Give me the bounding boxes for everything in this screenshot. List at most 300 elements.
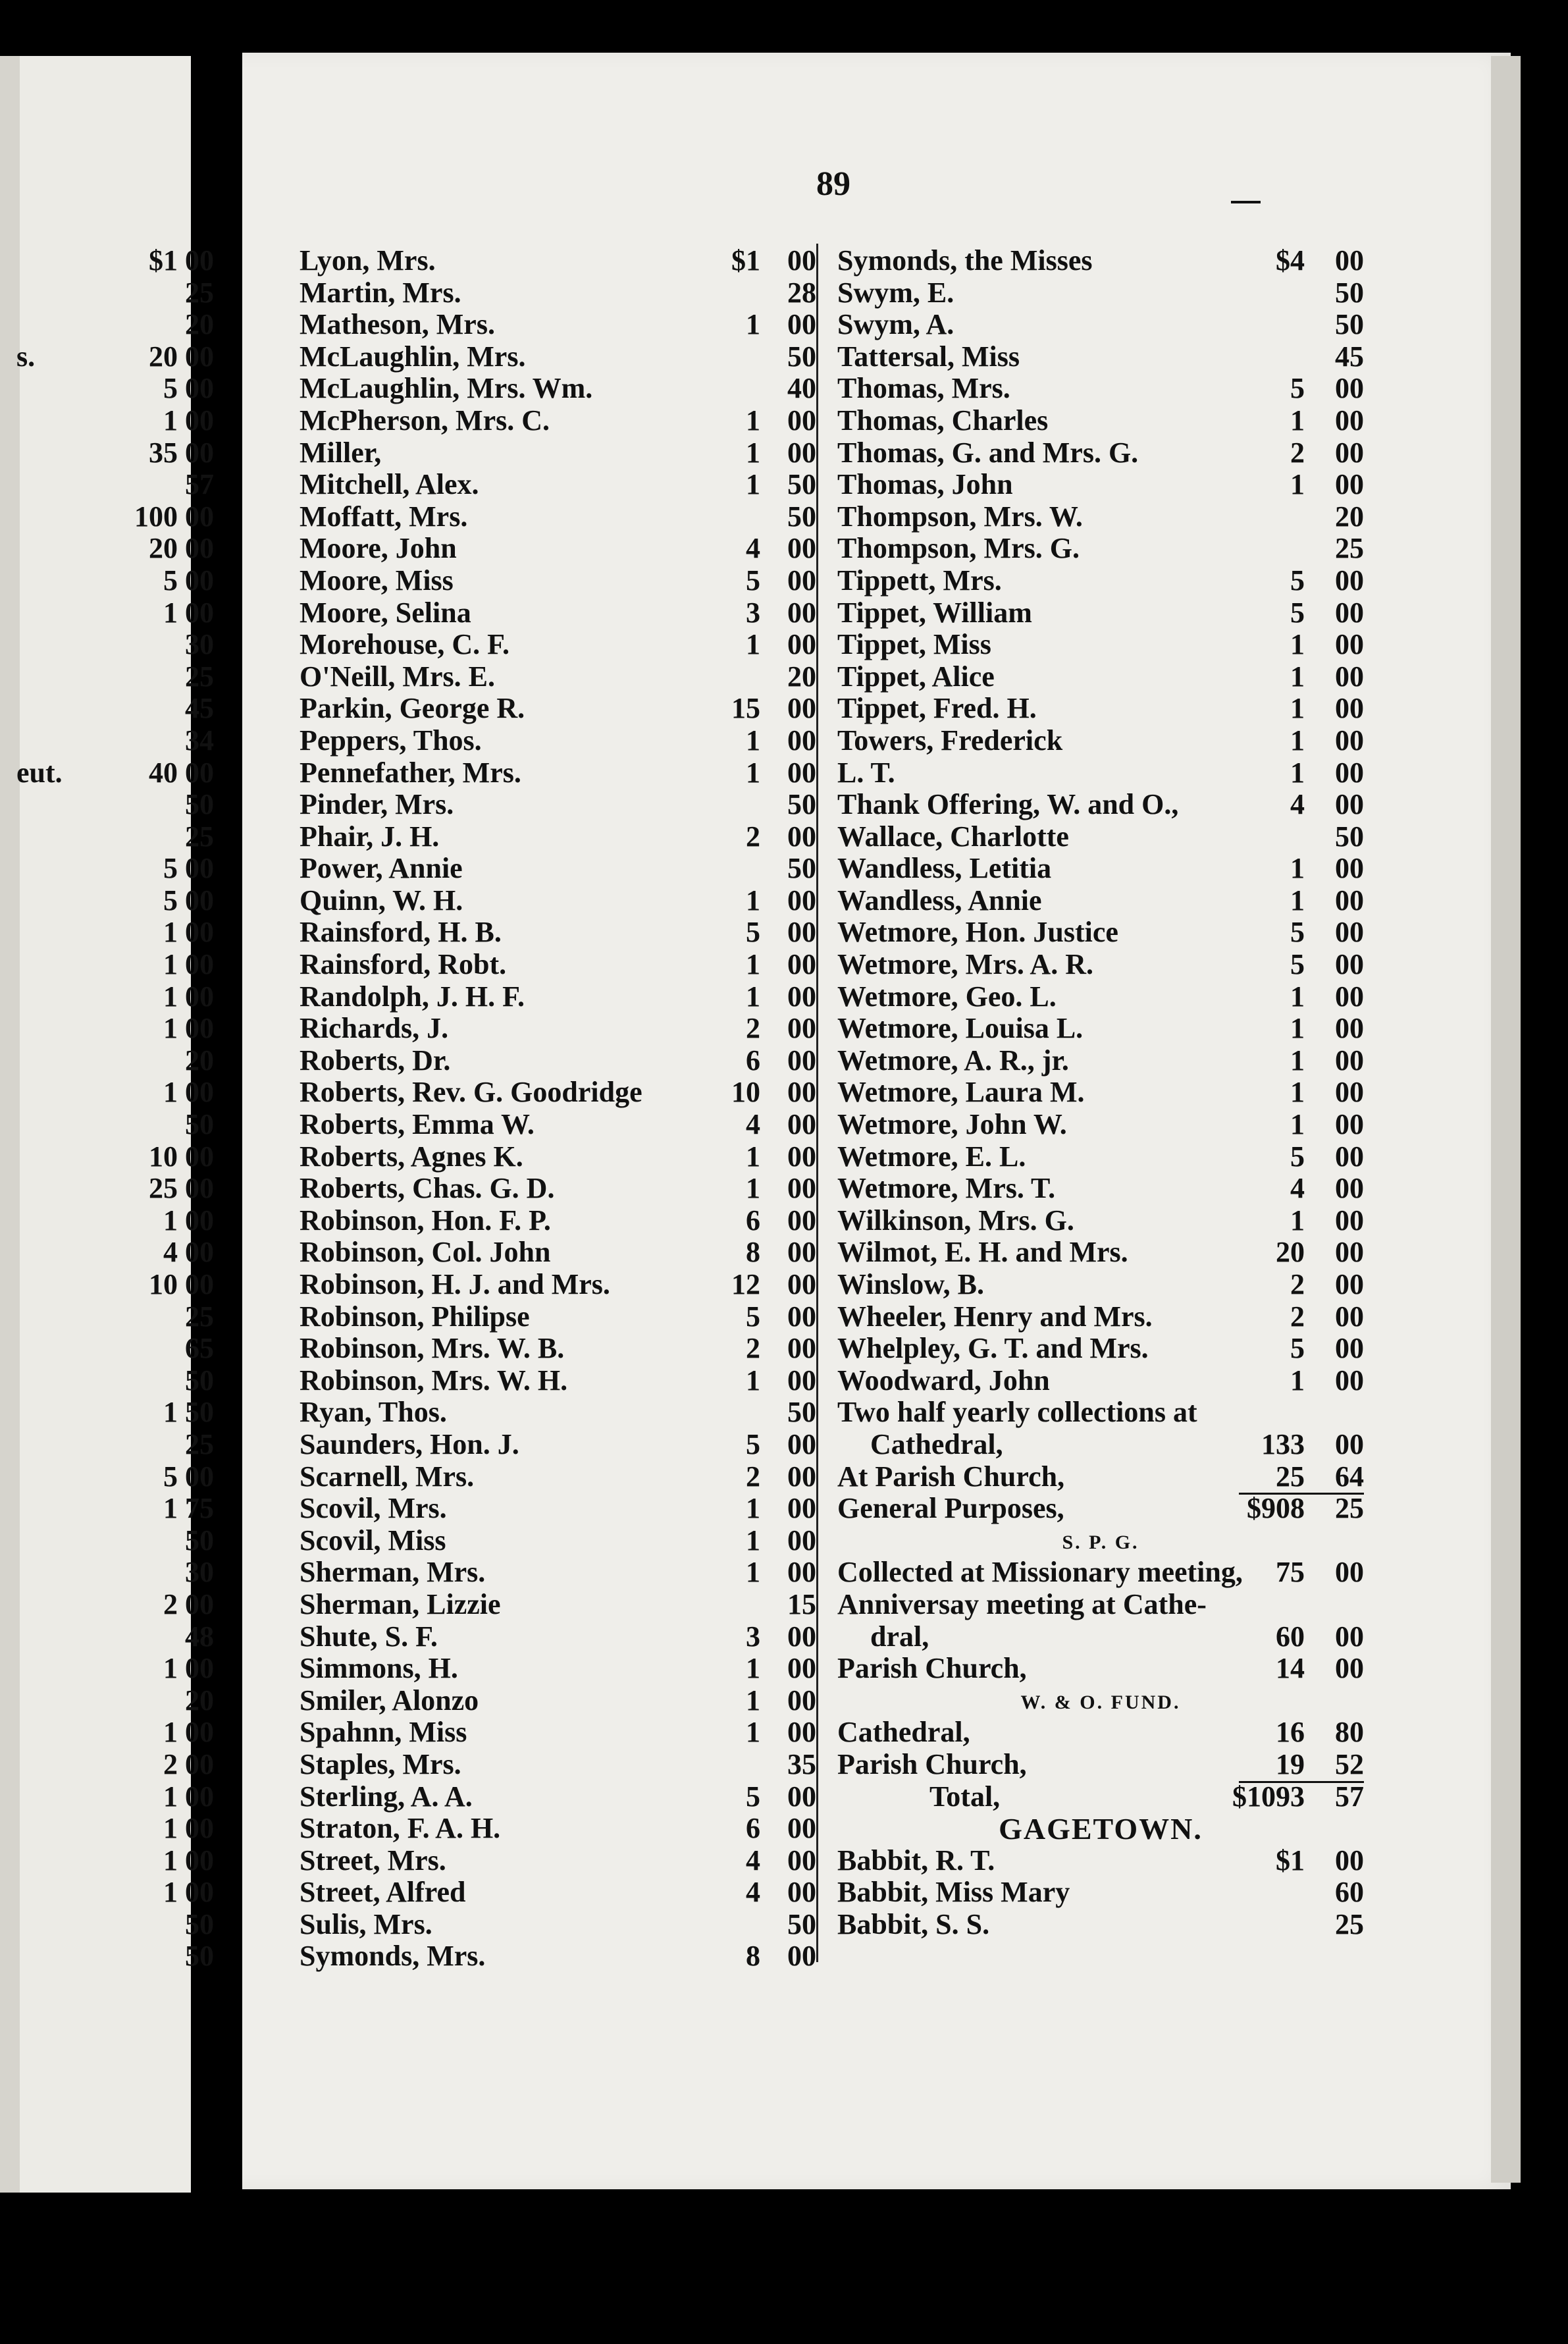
fragment-row [16,1395,214,1427]
entry-cents: 00 [787,436,816,469]
fragment-row [16,884,214,916]
entry-row [300,1491,816,1524]
entry-row [300,947,816,980]
entry-dollars: 1 [746,1716,760,1749]
entry-dollars: 5 [1290,1140,1305,1173]
entry-cents: 00 [787,1652,816,1685]
entry-row [837,1684,1364,1716]
fragment-amount: 10 00 [149,1268,214,1300]
entry-row [837,436,1364,468]
entry-name: Two half yearly collections at [837,1396,1197,1429]
fragment-row [16,756,214,788]
entry-cents: 00 [1335,1108,1364,1141]
entry-dollars: 1 [1290,628,1305,661]
entry-row [837,627,1364,660]
entry-row [300,1204,816,1236]
entry-cents: 00 [787,1204,816,1237]
entry-dollars: 1 [746,1172,760,1205]
entry-row [300,1364,816,1396]
fragment-amount: 57 [185,468,214,501]
entry-row [837,1140,1364,1172]
entry-name: Richards, J. [300,1012,449,1045]
entry-row [837,1780,1364,1812]
entry-row [837,371,1364,404]
entry-dollars: 1 [746,1556,760,1589]
entry-row [837,596,1364,628]
entry-name: Peppers, Thos. [300,724,482,757]
entry-cents: 40 [787,372,816,405]
entry-cents: 00 [787,1780,816,1813]
entry-row [300,1811,816,1844]
entry-dollars: 133 [1261,1427,1305,1460]
entry-row [837,564,1364,596]
entry-row [300,627,816,660]
entry-row [300,1684,816,1716]
entry-name: Robinson, Philipse [300,1300,530,1333]
fragment-row [16,596,214,628]
entry-dollars: 1 [746,948,760,981]
entry-name: Roberts, Rev. G. Goodridge [300,1076,642,1109]
entry-cents: 00 [1335,1620,1364,1653]
entry-row [300,724,816,756]
entry-row [300,980,816,1012]
entry-cents: 50 [787,1907,816,1940]
fragment-amount: 20 00 [149,340,214,373]
entry-cents: 50 [1335,276,1364,309]
entry-dollars: 2 [1290,436,1305,469]
entry-row [837,244,1364,276]
entry-row [837,1651,1364,1684]
entry-dollars: 3 [746,596,760,629]
entry-row [300,436,816,468]
fragment-amount: 35 00 [149,436,214,469]
entry-name: Saunders, Hon. J. [300,1427,519,1460]
fragment-row [16,244,214,276]
entry-cents: 00 [787,1460,816,1493]
fragment-amount: 1 00 [163,1812,214,1845]
fragment-row [16,980,214,1012]
entry-name: Babbit, S. S. [837,1907,990,1940]
entry-dollars: 1 [1290,1204,1305,1237]
fragment-row [16,724,214,756]
entry-name: Thomas, Charles [837,404,1049,437]
entry-name: Quinn, W. H. [300,884,463,917]
entry-row [300,1427,816,1460]
entry-dollars: 4 [746,1108,760,1141]
entry-dollars: 1 [746,980,760,1013]
entry-cents: 57 [1335,1780,1364,1813]
entry-cents: 00 [1335,468,1364,501]
entry-dollars: 5 [1290,596,1305,629]
fragment-row [16,436,214,468]
fragment-label: eut. [16,756,63,789]
entry-row [300,340,816,372]
entry-row [837,404,1364,436]
subsection-heading: S. P. G. [1062,1531,1139,1553]
entry-dollars: 6 [746,1812,760,1845]
entry-row [300,1011,816,1044]
entry-cents: 00 [1335,980,1364,1013]
entry-cents: 00 [787,1364,816,1397]
entry-dollars: 5 [746,1300,760,1333]
entry-name: Tippet, Alice [837,660,995,693]
fragment-amount: 5 00 [163,372,214,405]
entry-dollars: 1 [746,1364,760,1397]
fragment-amount: 25 [185,660,214,693]
fragment-row [16,691,214,724]
entry-row [300,531,816,564]
entry-cents: 00 [1335,244,1364,277]
entry-row [837,1235,1364,1267]
fragment-amount: 50 [185,1524,214,1557]
entry-row [300,371,816,404]
entry-name: Roberts, Agnes K. [300,1140,523,1173]
entry-cents: 20 [1335,500,1364,533]
entry-name: McLaughlin, Mrs. Wm. [300,372,593,405]
entry-row [300,1460,816,1492]
fragment-amount: 65 [185,1332,214,1365]
entry-dollars: 5 [746,1427,760,1460]
entry-name: Wetmore, Mrs. T. [837,1172,1056,1205]
entry-cents: 00 [787,1684,816,1717]
entry-row [837,276,1364,308]
entry-name: Tippet, Miss [837,628,991,661]
entry-name: Thank Offering, W. and O., [837,788,1179,821]
fragment-row [16,627,214,660]
entry-name: McLaughlin, Mrs. [300,340,526,373]
entry-dollars: 5 [1290,1332,1305,1365]
fragment-row [16,947,214,980]
entry-row [837,724,1364,756]
entry-name: Martin, Mrs. [300,276,461,309]
entry-cents: 00 [1335,1844,1364,1877]
entry-name: Moffatt, Mrs. [300,500,468,533]
entry-row [300,1044,816,1076]
entry-dollars: 8 [746,1940,760,1973]
entry-name: Robinson, Col. John [300,1236,551,1269]
entry-row [837,1267,1364,1300]
entry-cents: 00 [787,1236,816,1269]
entry-dollars: 2 [1290,1268,1305,1300]
entry-name: Symonds, Mrs. [300,1940,486,1973]
fragment-row [16,1491,214,1524]
entry-row [837,660,1364,692]
entry-cents: 00 [1335,628,1364,661]
fragment-amount: 5 00 [163,564,214,597]
entry-row [300,467,816,500]
entry-dollars: 1 [1290,980,1305,1013]
entry-cents: 00 [1335,1364,1364,1397]
fragment-amount: 20 [185,308,214,341]
entry-cents: 00 [787,1812,816,1845]
entry-dollars: 1 [1290,1012,1305,1045]
entry-cents: 00 [1335,1012,1364,1045]
entry-name: Cathedral, [870,1427,1003,1460]
entry-name: Thomas, G. and Mrs. G. [837,436,1139,469]
entry-cents: 00 [1335,948,1364,981]
entry-dollars: 1 [1290,468,1305,501]
entry-dollars: 1 [1290,724,1305,757]
fragment-amount: 1 00 [163,1876,214,1909]
left-page-fragment-column [16,244,214,1971]
entry-cents: 00 [787,692,816,725]
fragment-amount: 1 00 [163,596,214,629]
fragment-amount: 50 [185,1940,214,1973]
fragment-amount: 50 [185,1364,214,1397]
entry-dollars: 1 [1290,660,1305,693]
fragment-amount: 40 00 [149,756,214,789]
entry-row [837,1460,1364,1492]
fragment-row [16,404,214,436]
entry-name: Phair, J. H. [300,820,440,853]
entry-name: Robinson, H. J. and Mrs. [300,1268,610,1300]
fragment-row [16,1875,214,1907]
entry-row [300,1300,816,1332]
entry-cents: 00 [1335,852,1364,885]
subscriber-column-2 [837,244,1364,1939]
entry-dollars: 5 [1290,372,1305,405]
fragment-amount: 1 00 [163,1716,214,1749]
fragment-amount: 100 00 [134,500,214,533]
entry-name: Scarnell, Mrs. [300,1460,475,1493]
entry-row [300,1651,816,1684]
fragment-amount: 1 00 [163,980,214,1013]
entry-dollars: 1 [1290,1108,1305,1141]
entry-cents: 50 [787,852,816,885]
entry-dollars: 1 [746,1492,760,1525]
fragment-amount: 1 75 [163,1492,214,1525]
entry-row [837,1107,1364,1140]
entry-row [300,851,816,884]
entry-row [837,1907,1364,1940]
entry-dollars: 6 [746,1204,760,1237]
entry-name: Wetmore, John W. [837,1108,1067,1141]
entry-row [300,1844,816,1876]
fragment-row [16,1235,214,1267]
entry-dollars: 1 [1290,884,1305,917]
entry-cents: 00 [787,1524,816,1557]
fragment-row [16,1267,214,1300]
entry-name: Sterling, A. A. [300,1780,473,1813]
fragment-amount: 1 00 [163,1012,214,1045]
entry-row [300,691,816,724]
entry-cents: 00 [1335,692,1364,725]
fragment-amount: 30 [185,628,214,661]
entry-name: Roberts, Chas. G. D. [300,1172,555,1205]
fragment-row [16,1811,214,1844]
right-page-edge [1491,56,1521,2183]
entry-row [300,1587,816,1620]
entry-dollars: 4 [1290,788,1305,821]
entry-dollars: 1 [1290,756,1305,789]
entry-dollars: $908 [1247,1492,1305,1525]
entry-cents: 00 [1335,564,1364,597]
entry-name: Sulis, Mrs. [300,1907,432,1940]
entry-cents: 00 [1335,756,1364,789]
entry-dollars: 5 [1290,564,1305,597]
entry-dollars: 1 [746,1684,760,1717]
entry-dollars: 8 [746,1236,760,1269]
entry-name: Wetmore, E. L. [837,1140,1026,1173]
entry-row [837,1491,1364,1524]
entry-cents: 50 [787,1396,816,1429]
entry-name: Lyon, Mrs. [300,244,436,277]
entry-cents: 00 [1335,916,1364,949]
entry-name: Moore, John [300,532,457,565]
entry-cents: 00 [787,1556,816,1589]
entry-cents: 00 [1335,884,1364,917]
entry-name: Wandless, Letitia [837,852,1052,885]
entry-cents: 00 [787,308,816,341]
entry-name: Morehouse, C. F. [300,628,510,661]
entry-cents: 00 [787,1044,816,1077]
entry-row [837,307,1364,340]
fragment-row [16,307,214,340]
entry-dollars: 1 [746,1140,760,1173]
entry-dollars: 2 [746,1012,760,1045]
fragment-amount: 25 [185,276,214,309]
fragment-amount: 20 [185,1684,214,1717]
entry-row [837,531,1364,564]
entry-cents: 00 [787,916,816,949]
entry-cents: 00 [787,820,816,853]
entry-dollars: 5 [746,916,760,949]
entry-row [837,691,1364,724]
entry-name: Wetmore, Geo. L. [837,980,1057,1013]
entry-row [837,1395,1364,1427]
fragment-row [16,851,214,884]
entry-name: Babbit, R. T. [837,1844,995,1877]
entry-row [837,1524,1364,1556]
entry-name: Thompson, Mrs. G. [837,532,1080,565]
column-divider [816,244,818,1962]
subscriber-column-1 [300,244,816,1971]
fragment-amount: 25 [185,1300,214,1333]
entry-name: Mitchell, Alex. [300,468,479,501]
entry-dollars: 16 [1276,1716,1305,1749]
entry-name: Robinson, Hon. F. P. [300,1204,551,1237]
entry-name: Cathedral, [837,1716,970,1749]
entry-row [837,1075,1364,1107]
entry-cents: 00 [1335,404,1364,437]
entry-row [837,467,1364,500]
entry-dollars: 20 [1276,1236,1305,1269]
entry-name: Woodward, John [837,1364,1050,1397]
entry-row [300,756,816,788]
entry-name: Wandless, Annie [837,884,1042,917]
entry-cents: 00 [1335,372,1364,405]
fragment-row [16,1684,214,1716]
entry-cents: 00 [787,564,816,597]
entry-cents: 50 [787,340,816,373]
fragment-row [16,1044,214,1076]
entry-row [300,1395,816,1427]
entry-cents: 00 [787,1940,816,1973]
fragment-amount: 5 00 [163,1460,214,1493]
entry-cents: 00 [1335,436,1364,469]
fragment-amount: 5 00 [163,852,214,885]
entry-row [837,915,1364,947]
fragment-label: s. [16,340,36,373]
entry-cents: 00 [787,532,816,565]
fragment-amount: 5 00 [163,884,214,917]
entry-row [837,500,1364,532]
entry-cents: 00 [787,596,816,629]
fragment-row [16,1011,214,1044]
entry-name: Wilkinson, Mrs. G. [837,1204,1074,1237]
entry-cents: 20 [787,660,816,693]
entry-dollars: 1 [746,628,760,661]
entry-cents: 00 [787,1108,816,1141]
entry-row [300,1331,816,1364]
entry-dollars: 60 [1276,1620,1305,1653]
entry-name: dral, [870,1620,929,1653]
entry-row [300,564,816,596]
entry-cents: 00 [787,1268,816,1300]
entry-name: Power, Annie [300,852,463,885]
entry-dollars: 1 [1290,1044,1305,1077]
entry-name: Scovil, Miss [300,1524,446,1557]
entry-name: Rainsford, H. B. [300,916,502,949]
entry-dollars: 6 [746,1044,760,1077]
entry-cents: 00 [787,244,816,277]
entry-dollars: 1 [746,1524,760,1557]
fragment-row [16,340,214,372]
fragment-row [16,564,214,596]
fragment-row [16,1300,214,1332]
fragment-amount: 45 [185,692,214,725]
entry-dollars: 1 [1290,1364,1305,1397]
entry-dollars: 1 [746,756,760,789]
entry-cents: 50 [1335,820,1364,853]
fragment-row [16,1524,214,1556]
entry-cents: 00 [787,756,816,789]
fragment-amount: 1 00 [163,404,214,437]
entry-row [837,1331,1364,1364]
entry-name: Tattersal, Miss [837,340,1020,373]
entry-row [837,1587,1364,1620]
entry-dollars: $1093 [1232,1780,1305,1813]
entry-cents: 00 [1335,1044,1364,1077]
fragment-row [16,1907,214,1940]
fragment-row [16,1587,214,1620]
entry-row [837,1300,1364,1332]
entry-name: Staples, Mrs. [300,1747,461,1780]
entry-dollars: 1 [746,468,760,501]
entry-row [300,1075,816,1107]
entry-dollars: 2 [1290,1300,1305,1333]
entry-cents: 00 [787,1012,816,1045]
header-dash [1231,201,1261,203]
entry-dollars: 10 [731,1076,760,1109]
fragment-amount: 1 00 [163,1844,214,1877]
fragment-row [16,820,214,852]
entry-dollars: 2 [746,1460,760,1493]
entry-cents: 00 [787,884,816,917]
entry-name: Wheeler, Henry and Mrs. [837,1300,1153,1333]
entry-row [837,1427,1364,1460]
fragment-row [16,531,214,564]
entry-row [837,947,1364,980]
entry-name: Ryan, Thos. [300,1396,447,1429]
entry-cents: 00 [1335,1427,1364,1460]
entry-name: Shute, S. F. [300,1620,438,1653]
fragment-amount: 1 00 [163,916,214,949]
entry-dollars: 14 [1276,1652,1305,1685]
fragment-amount: 50 [185,1907,214,1940]
fragment-amount: 34 [185,724,214,757]
entry-row [837,1044,1364,1076]
